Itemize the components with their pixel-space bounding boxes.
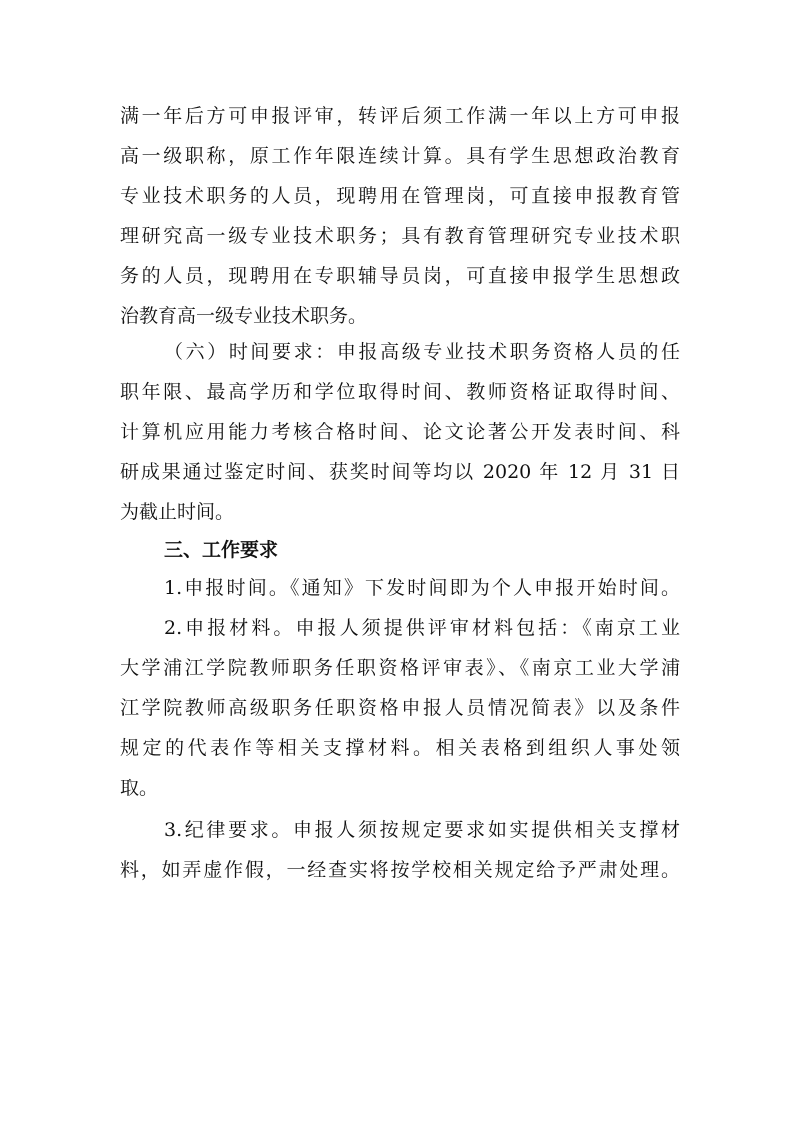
item2-line-2: 大学浦江学院教师职务任职资格评审表》、《南京工业大学浦 (120, 657, 680, 679)
para1-line-5: 务的人员，现聘用在专职辅导员岗，可直接申报学生思想政 (120, 265, 680, 287)
item3-line-1: 3.纪律要求。申报人须按规定要求如实提供相关支撑材 (164, 819, 680, 841)
para1-line-2: 高一级职称，原工作年限连续计算。具有学生思想政治教育 (120, 145, 680, 167)
para1-line-6: 治教育高一级专业技术职务。 (120, 305, 368, 327)
para1-line-4: 理研究高一级专业技术职务；具有教育管理研究专业技术职 (120, 225, 680, 247)
item2-line-5: 取。 (120, 777, 159, 799)
para2-line-2: 职年限、最高学历和学位取得时间、教师资格证取得时间、 (120, 381, 680, 403)
item2-line-4: 规定的代表作等相关支撑材料。相关表格到组织人事处领 (120, 737, 680, 759)
para1-line-3: 专业技术职务的人员，现聘用在管理岗，可直接申报教育管 (120, 185, 680, 207)
para2-line-3: 计算机应用能力考核合格时间、论文论著公开发表时间、科 (120, 421, 680, 443)
item2-line-1: 2.申报材料。申报人须提供评审材料包括：《南京工业 (164, 617, 680, 639)
item1-line-1: 1.申报时间。《通知》下发时间即为个人申报开始时间。 (164, 577, 680, 599)
para2-line-5: 为截止时间。 (120, 501, 235, 523)
para1-line-1: 满一年后方可申报评审，转评后须工作满一年以上方可申报 (120, 105, 680, 127)
para2-line-4: 研成果通过鉴定时间、获奖时间等均以 2020 年 12 月 31 日 (120, 461, 680, 483)
para2-line-1: （六）时间要求：申报高级专业技术职务资格人员的任 (164, 341, 680, 363)
item2-line-3: 江学院教师高级职务任职资格申报人员情况简表》以及条件 (120, 697, 680, 719)
item3-line-2: 料，如弄虚作假，一经查实将按学校相关规定给予严肃处理。 (120, 859, 680, 881)
section-heading: 三、工作要求 (164, 539, 279, 561)
